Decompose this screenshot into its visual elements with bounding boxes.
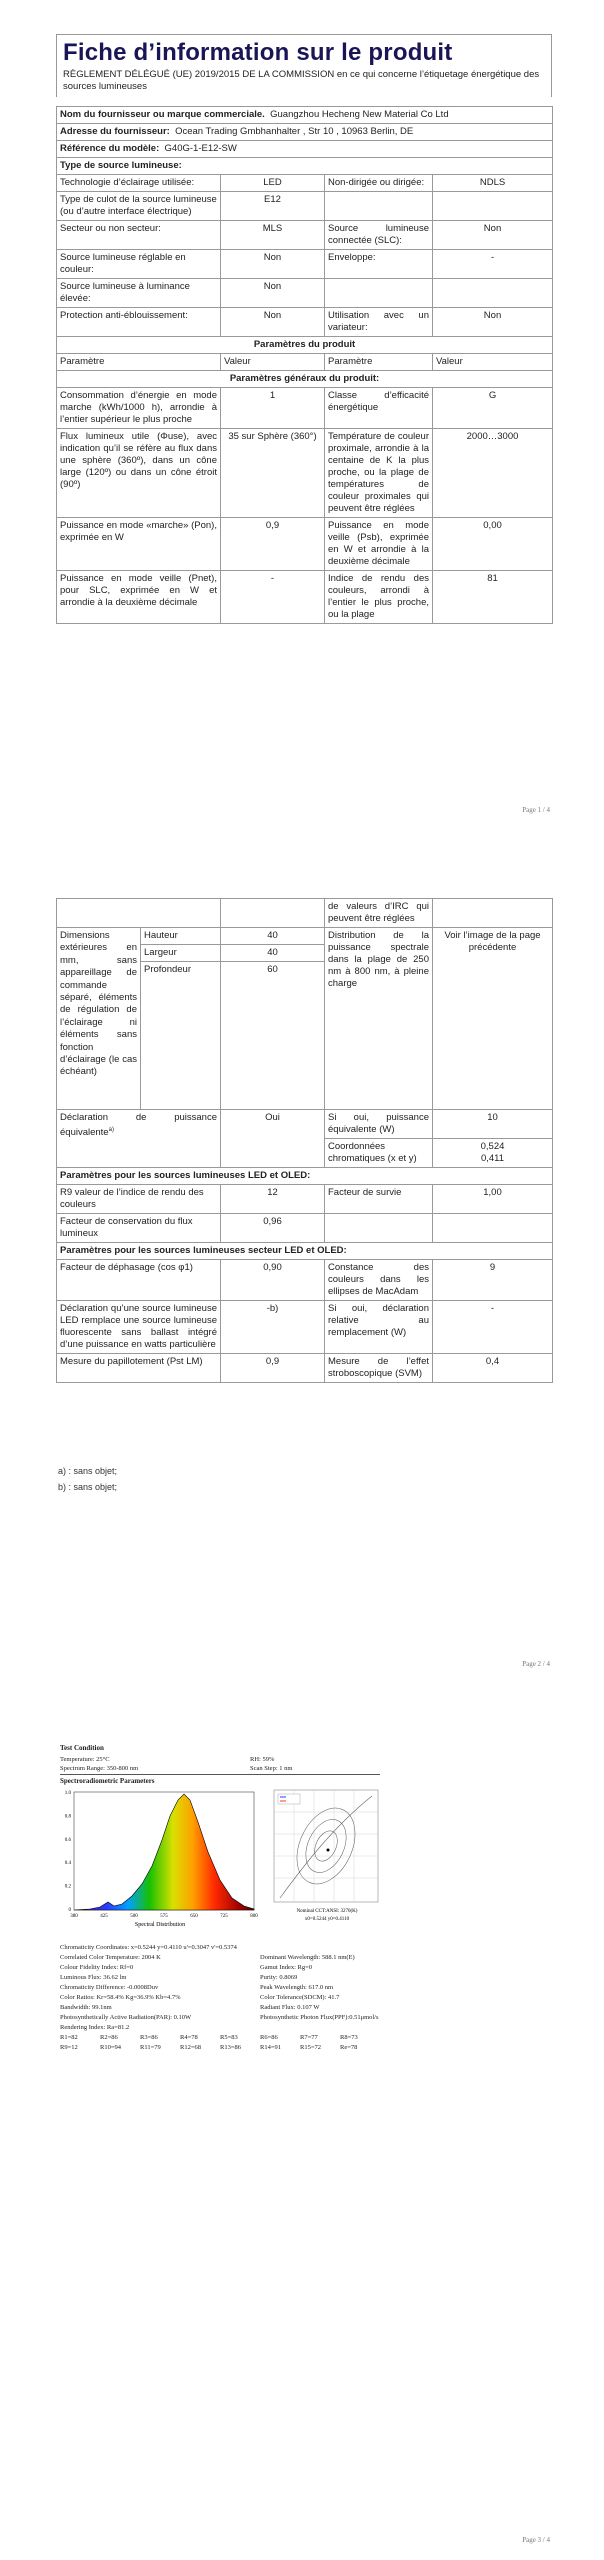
empty-cell: [433, 899, 553, 928]
address-cell: [57, 124, 553, 141]
dimmable-label: Utilisation avec un variateur:: [325, 308, 433, 337]
stroboscopic-label: Mesure de l’effet stroboscopique (SVM): [325, 1354, 433, 1383]
measured-point: [327, 1849, 330, 1852]
rendering-index-value: R3=86: [140, 2034, 158, 2041]
flux-value: 35 sur Sphère (360°): [221, 429, 325, 518]
col-header-value-2: Valeur: [433, 354, 553, 371]
measurement-line: Photosynthetically Active Radiation(PAR): 0.10W: [60, 2014, 192, 2021]
empty-cell: [221, 899, 325, 928]
connected-label: Source lumineuse connectée (SLC):: [325, 221, 433, 250]
rendering-index-value: R1=82: [60, 2034, 78, 2041]
table-row: [57, 1168, 553, 1185]
table-row: [57, 337, 553, 354]
supplier-value: Guangzhou Hecheng New Material Co Ltd: [270, 109, 449, 120]
energy-label: Consommation d’énergie en mode marche (kWh/1000 h), arrondie à l’entier supérieur le plus proche: [57, 388, 221, 429]
table-row: [57, 221, 553, 250]
dimmable-value: Non: [433, 308, 553, 337]
height-value: 40: [221, 928, 325, 945]
empty-cell: [325, 192, 433, 221]
width-label: Largeur: [141, 945, 221, 962]
measurement-line: Purity: 0.8069: [260, 1974, 298, 1981]
directional-label: Non-dirigée ou dirigée:: [325, 175, 433, 192]
product-params-table-continued: [56, 898, 553, 1383]
cri-value: 81: [433, 571, 553, 624]
col-header-param: Paramètre: [57, 354, 221, 371]
mains-label: Secteur ou non secteur:: [57, 221, 221, 250]
supplier-cell: [57, 107, 553, 124]
led-heading: Paramètres pour les sources lumineuses LED et OLED:: [57, 1168, 553, 1185]
r9-value: 12: [221, 1185, 325, 1214]
empty-cell: [325, 1214, 433, 1243]
dimensions-label: Dimensions extérieures en mm, sans appareillage de commande séparé, éléments de régulation de l’éclairage ni éléments sans fonction d’éclairage (le cas échéant): [57, 928, 141, 1110]
page-3: [0, 1730, 604, 2560]
regulation-text: RÈGLEMENT DÉLÉGUÉ (UE) 2019/2015 DE LA COMMISSION en ce qui concerne l’étiquetage énergétique des sources lumineuses: [63, 69, 540, 92]
measurement-line: Color Ratios: Kr=58.4% Kg=36.9% Kb=4.7%: [60, 1994, 181, 2001]
y-tick-label: 0.4: [64, 1861, 71, 1867]
table-row: [57, 308, 553, 337]
cie-caption-1: Nominal CCT:ANSI: 3270(K): [296, 1909, 358, 1914]
y-tick-label: 0.2: [64, 1884, 71, 1890]
address-value: Ocean Trading Gmbhanhalter , Str 10 , 10963 Berlin, DE: [175, 126, 414, 137]
chroma-label: Coordonnées chromatiques (x et y): [325, 1139, 433, 1168]
temperature: Temperature: 25°C: [60, 1756, 110, 1763]
page-number: Page 1 / 4: [522, 806, 550, 814]
measurement-line: Correlated Color Temperature: 2004 K: [60, 1954, 161, 1961]
rendering-index-value: R10=94: [100, 2044, 122, 2051]
document-header: [56, 34, 552, 97]
x-tick-label: 725: [220, 1914, 228, 1919]
colour-tunable-value: Non: [221, 250, 325, 279]
model-cell: [57, 141, 553, 158]
rendering-index-value: R9=12: [60, 2044, 78, 2051]
table-row: [57, 1354, 553, 1383]
x-tick-label: 575: [160, 1914, 168, 1919]
rendering-index-value: R2=86: [100, 2034, 118, 2041]
cie-caption-2: x0=0.5244 y0=0.4110: [304, 1917, 350, 1922]
table-row: [57, 1214, 553, 1243]
chroma-x: 0,524: [480, 1141, 505, 1152]
table-row: [57, 354, 553, 371]
replace-watt-value: -: [433, 1301, 553, 1354]
connected-value: Non: [433, 221, 553, 250]
replace-value: -b): [221, 1301, 325, 1354]
equiv-footnote: a): [108, 1127, 114, 1133]
type-heading: Type de source lumineuse:: [57, 158, 553, 175]
envelope-value: -: [433, 250, 553, 279]
col-header-value: Valeur: [221, 354, 325, 371]
measurement-line: Radiant Flux: 0.107 W: [260, 2004, 320, 2011]
measurement-line: Peak Wavelength: 617.0 nm: [260, 1984, 334, 1991]
page-2: [0, 860, 604, 1680]
power-on-label: Puissance en mode «marche» (Pon), exprimée en W: [57, 518, 221, 571]
measurement-line: Chromaticity Coordinates: x=0.5244 y=0.4110 u'=0.3047 v'=0.5374: [60, 1944, 237, 1951]
rendering-index-value: R15=72: [300, 2044, 322, 2051]
page-number: Page 2 / 4: [522, 1660, 550, 1668]
measurement-line: Chromaticity Difference: -0.0008Duv: [60, 1984, 159, 1991]
empty-cell: [433, 279, 553, 308]
efficiency-label: Classe d’efficacité énergétique: [325, 388, 433, 429]
spectro-heading: Spectroradiometric Parameters: [60, 1777, 155, 1785]
replace-watt-label: Si oui, déclaration relative au remplacement (W): [325, 1301, 433, 1354]
power-on-value: 0,9: [221, 518, 325, 571]
table-row: [57, 250, 553, 279]
spd-value: Voir l’image de la page précédente: [433, 928, 553, 1110]
mains-value: MLS: [221, 221, 325, 250]
rendering-index-value: R4=78: [180, 2034, 198, 2041]
table-row: [57, 192, 553, 221]
equiv-value: Oui: [221, 1110, 325, 1168]
x-tick-label: 650: [190, 1914, 198, 1919]
spd-label: Distribution de la puissance spectrale dans la plage de 250 nm à 800 nm, à pleine charge: [325, 928, 433, 1110]
equiv-power-value: 10: [433, 1110, 553, 1139]
col-header-param-2: Paramètre: [325, 354, 433, 371]
flux-label: Flux lumineux utile (Φuse), avec indication qu’il se réfère au flux dans une sphère (360º), dans un cône large (120º) ou dans un cône étroit (90º): [57, 429, 221, 518]
net-standby-label: Puissance en mode veille (Pnet), pour SLC, exprimée en W et arrondie à la deuxième décimale: [57, 571, 221, 624]
rendering-index-value: R6=86: [260, 2034, 278, 2041]
width-value: 40: [221, 945, 325, 962]
table-row: [57, 158, 553, 175]
flicker-label: Mesure du papillotement (Pst LM): [57, 1354, 221, 1383]
envelope-label: Enveloppe:: [325, 250, 433, 279]
pf-label: Facteur de déphasage (cos φ1): [57, 1260, 221, 1301]
address-label: Adresse du fournisseur:: [60, 126, 170, 137]
energy-value: 1: [221, 388, 325, 429]
rendering-index-value: R11=79: [140, 2044, 161, 2051]
x-tick-label: 800: [250, 1914, 258, 1919]
y-tick-label: 0.6: [64, 1837, 71, 1843]
table-row: [57, 1185, 553, 1214]
flicker-value: 0,9: [221, 1354, 325, 1383]
measurement-line: Bandwidth: 99.1nm: [60, 2004, 112, 2011]
table-row: [57, 899, 553, 928]
survival-label: Facteur de survie: [325, 1185, 433, 1214]
table-row: [57, 107, 553, 124]
cap-label: Type de culot de la source lumineuse (ou d’autre interface électrique): [57, 192, 221, 221]
tech-value: LED: [221, 175, 325, 192]
measurement-line: Photosynthetic Photon Flux(PPF):0.51μmol/s: [260, 2014, 379, 2021]
maint-value: 0,96: [221, 1214, 325, 1243]
efficiency-value: G: [433, 388, 553, 429]
measurement-line: Luminous Flux: 36.62 lm: [60, 1974, 127, 1981]
mains-heading: Paramètres pour les sources lumineuses secteur LED et OLED:: [57, 1243, 553, 1260]
chroma-values: [433, 1139, 553, 1168]
antiglare-label: Protection anti-éblouissement:: [57, 308, 221, 337]
spectral-distribution-chart: [60, 1788, 260, 1928]
model-label: Référence du modèle:: [60, 143, 160, 154]
rendering-index-value: R14=91: [260, 2044, 282, 2051]
y-tick-label: 0.8: [64, 1814, 71, 1820]
directional-value: NDLS: [433, 175, 553, 192]
measurement-line: Gamut Index: Rg=0: [260, 1964, 313, 1971]
y-tick-label: 1.0: [64, 1791, 71, 1796]
table-row: [57, 175, 553, 192]
standby-value: 0,00: [433, 518, 553, 571]
rendering-index-value: Re=78: [340, 2044, 358, 2051]
cri-label-cont: de valeurs d’IRC qui peuvent être réglées: [325, 899, 433, 928]
table-row: [57, 1301, 553, 1354]
table-row: [57, 279, 553, 308]
scan-step: Scan Step: 1 nm: [250, 1765, 293, 1772]
footnote-a: a) : sans objet;: [58, 1466, 118, 1476]
cct-label: Température de couleur proximale, arrondie à la centaine de K la plus proche, ou la plage de températures de couleur proximales qui peuvent être réglées: [325, 429, 433, 518]
table-row: [57, 124, 553, 141]
stroboscopic-value: 0,4: [433, 1354, 553, 1383]
cap-value: E12: [221, 192, 325, 221]
tech-label: Technologie d’éclairage utilisée:: [57, 175, 221, 192]
empty-cell: [57, 899, 221, 928]
params-heading: Paramètres du produit: [57, 337, 553, 354]
table-row: [57, 429, 553, 518]
rendering-index-value: R8=73: [340, 2034, 358, 2041]
height-label: Hauteur: [141, 928, 221, 945]
table-row: [57, 141, 553, 158]
x-tick-label: 425: [100, 1914, 108, 1919]
maint-label: Facteur de conservation du flux lumineux: [57, 1214, 221, 1243]
cct-value: 2000…3000: [433, 429, 553, 518]
measurement-line: Dominant Wavelength: 588.1 nm(E): [260, 1954, 355, 1961]
pf-value: 0,90: [221, 1260, 325, 1301]
divider: [60, 1774, 380, 1775]
supplier-label: Nom du fournisseur ou marque commerciale.: [60, 109, 265, 120]
product-info-table: [56, 106, 553, 624]
table-row: [57, 928, 553, 945]
x-axis-ticks: [70, 1914, 258, 1919]
table-row: [57, 1260, 553, 1301]
table-row: [57, 518, 553, 571]
depth-value: 60: [221, 962, 325, 1110]
high-lum-value: Non: [221, 279, 325, 308]
x-tick-label: 500: [130, 1914, 138, 1919]
high-lum-label: Source lumineuse à luminance élevée:: [57, 279, 221, 308]
rendering-index-value: R7=77: [300, 2034, 318, 2041]
macadam-label: Constance des couleurs dans les ellipses de MacAdam: [325, 1260, 433, 1301]
cie-legend: [278, 1794, 300, 1804]
equiv-power-label: Si oui, puissance équivalente (W): [325, 1110, 433, 1139]
replace-label: Déclaration qu’une source lumineuse LED remplace une source lumineuse fluorescente sans ballast intégré d’une puissance en watts particulière: [57, 1301, 221, 1354]
measurement-line: Color Tolerance(SDCM): 41.7: [260, 1994, 340, 2001]
table-row: [57, 371, 553, 388]
table-row: [57, 1243, 553, 1260]
table-row: [57, 1110, 553, 1139]
y-tick-label: 0: [68, 1908, 71, 1913]
page-title: Fiche d’information sur le produit: [63, 39, 453, 66]
equiv-cell: [57, 1110, 221, 1168]
empty-cell: [433, 192, 553, 221]
survival-value: 1,00: [433, 1185, 553, 1214]
table-row: [57, 388, 553, 429]
rendering-index-value: R12=68: [180, 2044, 202, 2051]
table-row: [57, 571, 553, 624]
spectral-caption: Spectral Distribution: [134, 1922, 186, 1928]
page-1: [0, 0, 604, 814]
cri-label: Indice de rendu des couleurs, arrondi à l’entier le plus proche, ou la plage: [325, 571, 433, 624]
rendering-index-value: R13=86: [220, 2044, 242, 2051]
empty-cell: [325, 279, 433, 308]
spectrum-range: Spectrum Range: 350-800 nm: [60, 1765, 139, 1772]
footnote-b: b) : sans objet;: [58, 1482, 118, 1492]
humidity: RH: 59%: [250, 1756, 275, 1763]
rendering-index-value: R5=83: [220, 2034, 238, 2041]
empty-cell: [433, 1214, 553, 1243]
r9-label: R9 valeur de l’indice de rendu des couleurs: [57, 1185, 221, 1214]
model-value: G40G-1-E12-SW: [164, 143, 237, 154]
equiv-label: Déclaration de puissance équivalente: [60, 1112, 217, 1139]
antiglare-value: Non: [221, 308, 325, 337]
standby-label: Puissance en mode veille (Psb), exprimée en W et arrondie à la deuxième décimale: [325, 518, 433, 571]
test-condition-heading: Test Condition: [60, 1744, 104, 1752]
macadam-value: 9: [433, 1260, 553, 1301]
general-heading: Paramètres généraux du produit:: [57, 371, 553, 388]
net-standby-value: -: [221, 571, 325, 624]
x-tick-label: 380: [70, 1914, 78, 1919]
page-number: Page 3 / 4: [522, 2536, 550, 2544]
colour-tunable-label: Source lumineuse réglable en couleur:: [57, 250, 221, 279]
measurement-line: Rendering Index: Ra=81.2: [60, 2024, 130, 2031]
y-axis-ticks: [65, 1791, 72, 1913]
measurement-line: Colour Fidelity Index: Rf=0: [60, 1964, 134, 1971]
cie-chromaticity-chart: [272, 1788, 382, 1928]
depth-label: Profondeur: [141, 962, 221, 1110]
chroma-y: 0,411: [480, 1153, 505, 1164]
